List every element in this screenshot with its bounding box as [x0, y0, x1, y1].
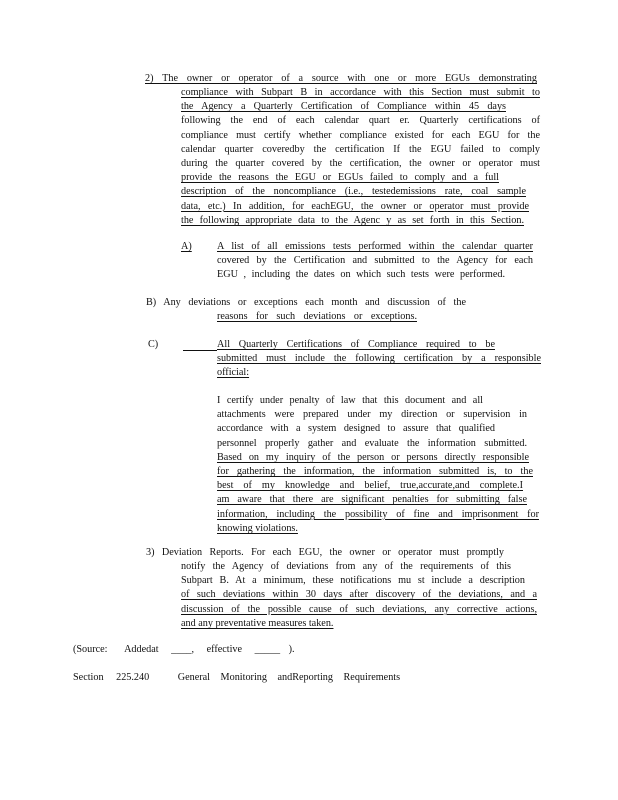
- item-c-line: official:: [217, 367, 250, 379]
- item-2-line: compliance with Subpart B in accordance with this Section must submit to: [181, 87, 540, 98]
- item-c-line: All Quarterly Certifications of Compliance required to be: [217, 339, 495, 350]
- source-comma: ,: [191, 644, 195, 655]
- item-2-body: [181, 86, 540, 228]
- certification-line: for gathering the information, the information submitted is, to the: [217, 466, 533, 478]
- item-b-second-line: reasons for such deviations or exceptions.: [217, 311, 417, 322]
- item-2-line: provide the reasons the EGU or EGUs failed to comply and a full: [181, 172, 499, 184]
- certification-line: am aware that there are significant penalties for submitting false: [217, 494, 527, 506]
- section-number: Section 225.240: [73, 672, 150, 683]
- source-open: (Source:: [73, 644, 108, 655]
- item-2-line: during the quarter covered by the certification, the owner or operator must: [181, 158, 540, 170]
- certification-line: Based on my inquiry of the person or persons directly responsible: [217, 451, 529, 463]
- item-2-line-text: the Agency a Quarterly Certification of Compliance within 45 days: [181, 101, 506, 113]
- source-blank-date: ____: [171, 644, 192, 655]
- certification-line: information, including the possibility of fine and imprisonment for: [217, 508, 539, 520]
- item-a-body: [217, 240, 533, 283]
- item-3-body: [181, 560, 537, 631]
- item-b-first-line: B) Any deviations or exceptions each month and discussion of the: [146, 297, 466, 308]
- item-3-line: of such deviations within 30 days after discovery of the deviations, and a: [181, 589, 537, 601]
- item-a-line: covered by the Certification and submitted to the Agency for each: [217, 255, 533, 267]
- section-heading: [73, 671, 400, 685]
- certification-line: personnel properly gather and evaluate the information submitted.: [217, 437, 527, 449]
- item-2-line: [181, 100, 540, 114]
- item-c-marker: C): [148, 339, 159, 350]
- certification-line: knowing violations.: [217, 522, 298, 534]
- item-3-line: Subpart B. At a minimum, these notifications mu st include a description: [181, 575, 525, 587]
- source-blank-effective: _____: [254, 644, 281, 655]
- item-c-marker-rule: [183, 350, 217, 351]
- item-3-first-line: 3) Deviation Reports. For each EGU, the owner or operator must promptly: [146, 547, 504, 558]
- certification-statement: [217, 394, 539, 536]
- source-effective: effective: [206, 644, 243, 655]
- item-3-line: notify the Agency of deviations from any of the requirements of this: [181, 561, 511, 572]
- item-c-line: submitted must include the following certification by a responsible: [217, 353, 541, 365]
- certification-line: I certify under penalty of law that this document and all: [217, 395, 483, 406]
- item-3-line: and any preventative measures taken.: [181, 617, 334, 629]
- source-close: ).: [288, 644, 295, 655]
- item-2-first-line: 2) The owner or operator of a source with one or more EGUs demonstrating: [145, 73, 537, 84]
- item-2-line: data, etc.) In addition, for eachEGU, the owner or operator must provide: [181, 200, 529, 212]
- item-2-line: the following appropriate data to the Agenc y as set forth in this Section.: [181, 214, 524, 226]
- source-note: [73, 643, 295, 657]
- certification-line: attachments were prepared under my direction or supervision in: [217, 409, 527, 421]
- item-a-line: EGU , including the dates on which such tests were performed.: [217, 269, 505, 281]
- item-2-line: following the end of each calendar quart er. Quarterly certifications of: [181, 115, 540, 127]
- certification-line: best of my knowledge and belief, true,accurate,and complete.I: [217, 480, 523, 492]
- item-a-marker: A): [181, 241, 192, 252]
- item-a-line: A list of all emissions tests performed within the calendar quarter: [217, 241, 533, 252]
- certification-line: accordance with a system designed to assure that qualified: [217, 423, 495, 435]
- item-2-line: calendar quarter coveredby the certification If the EGU failed to comply: [181, 143, 540, 155]
- item-c-body: [217, 338, 541, 381]
- item-2-line: description of the noncompliance (i.e., testedemissions rate, coal sample: [181, 186, 526, 198]
- section-title: General Monitoring andReporting Requirements: [177, 672, 401, 683]
- item-2-line: compliance must certify whether compliance existed for each EGU for the: [181, 129, 540, 141]
- item-3-line: discussion of the possible cause of such deviations, any corrective actions,: [181, 603, 537, 615]
- source-added: Addedat: [124, 644, 159, 655]
